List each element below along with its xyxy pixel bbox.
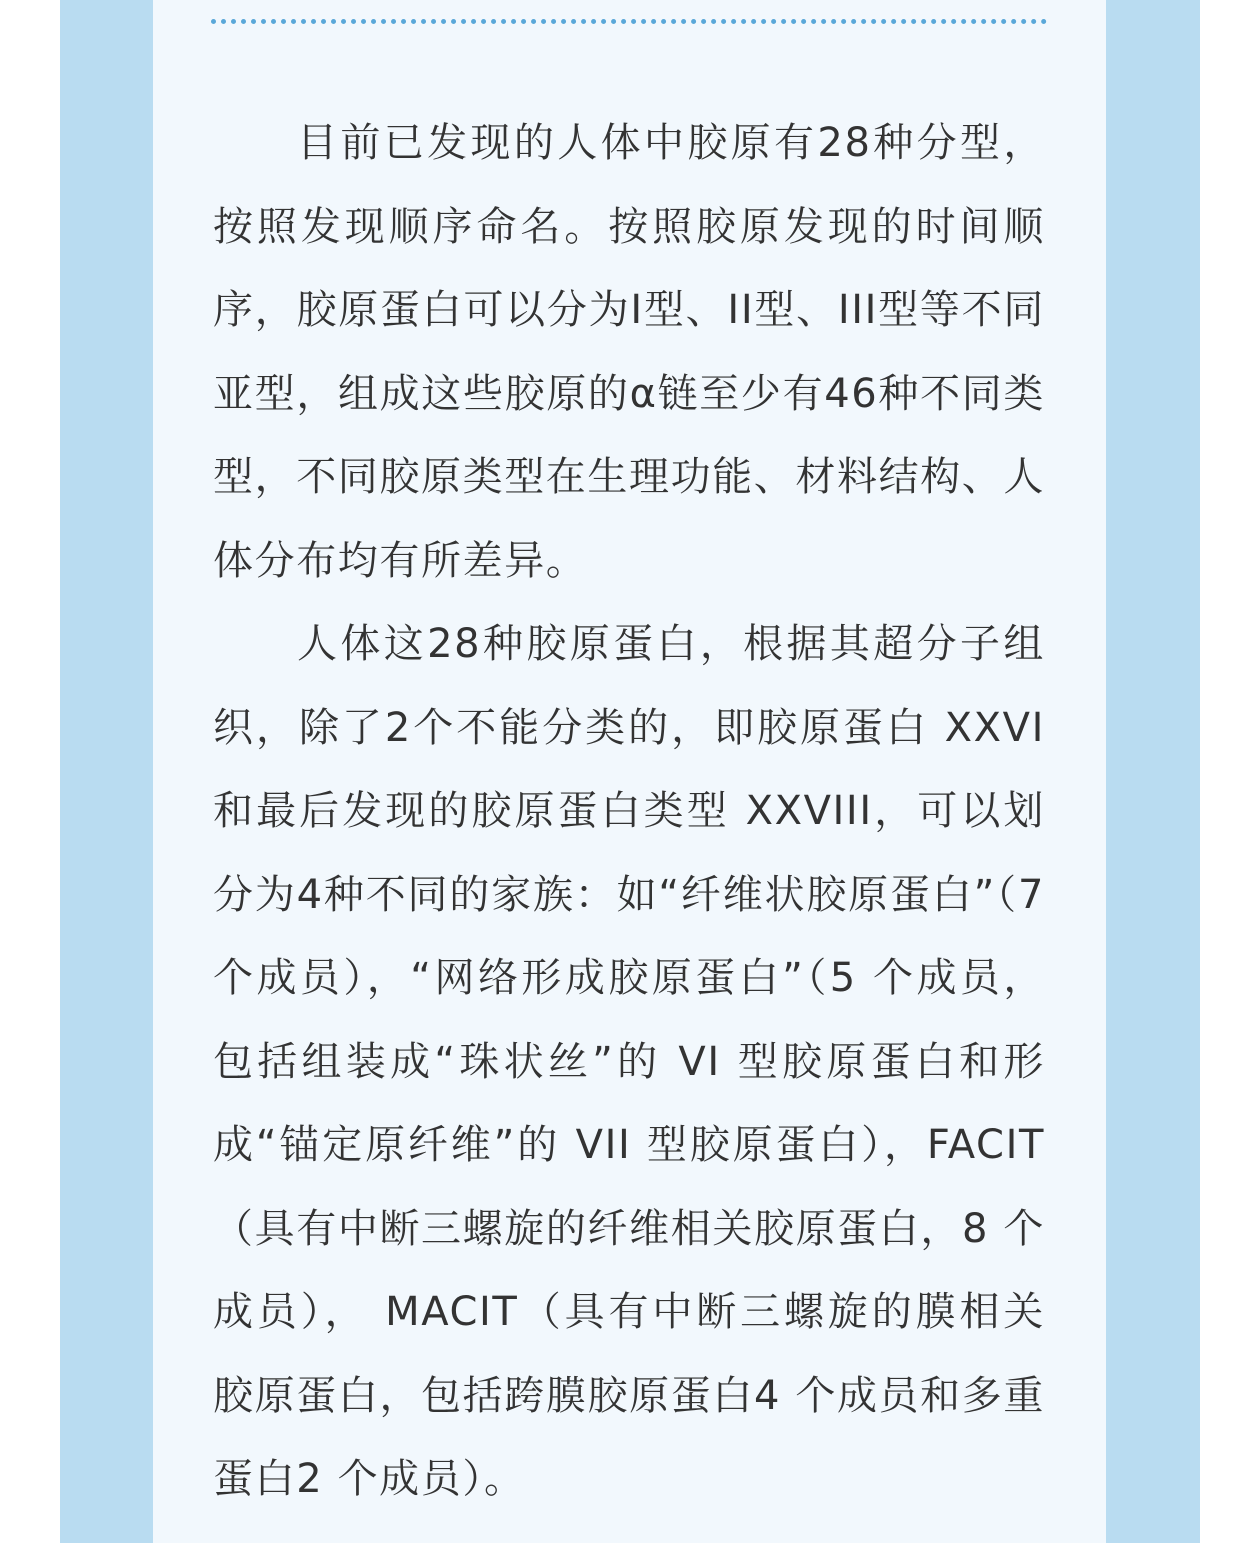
- paragraph-collagen-types: 目前已发现的人体中胶原有28种分型，按照发现顺序命名。按照胶原发现的时间顺序，胶原蛋白可以分为I型、II型、III型等不同亚型，组成这些胶原的α链至少有46种不同类型，不同胶原类型在生理功能、材料结构、人体分布均有所差异。: [213, 120, 1045, 584]
- paragraph-collagen-families: 人体这28种胶原蛋白，根据其超分子组织，除了2个不能分类的，即胶原蛋白 XXVI和最后发现的胶原蛋白类型 XXVIII，可以划分为4种不同的家族：如“纤维状胶原蛋白”（7 个成员），“网络形成胶原蛋白”（5 个成员，包括组装成“珠状丝”的 VI 型胶原蛋白和形成“锚定原纤维”的 VII 型胶原蛋白），FACIT（具有中断三螺旋的纤维相关胶原蛋白，8 个成员）， MACIT（具有中断三螺旋的膜相关胶原蛋白，包括跨膜胶原蛋白4 个成员和多重蛋白2 个成员）。: [213, 621, 1045, 1502]
- article-body: [213, 102, 1045, 1522]
- dotted-divider: [211, 19, 1047, 24]
